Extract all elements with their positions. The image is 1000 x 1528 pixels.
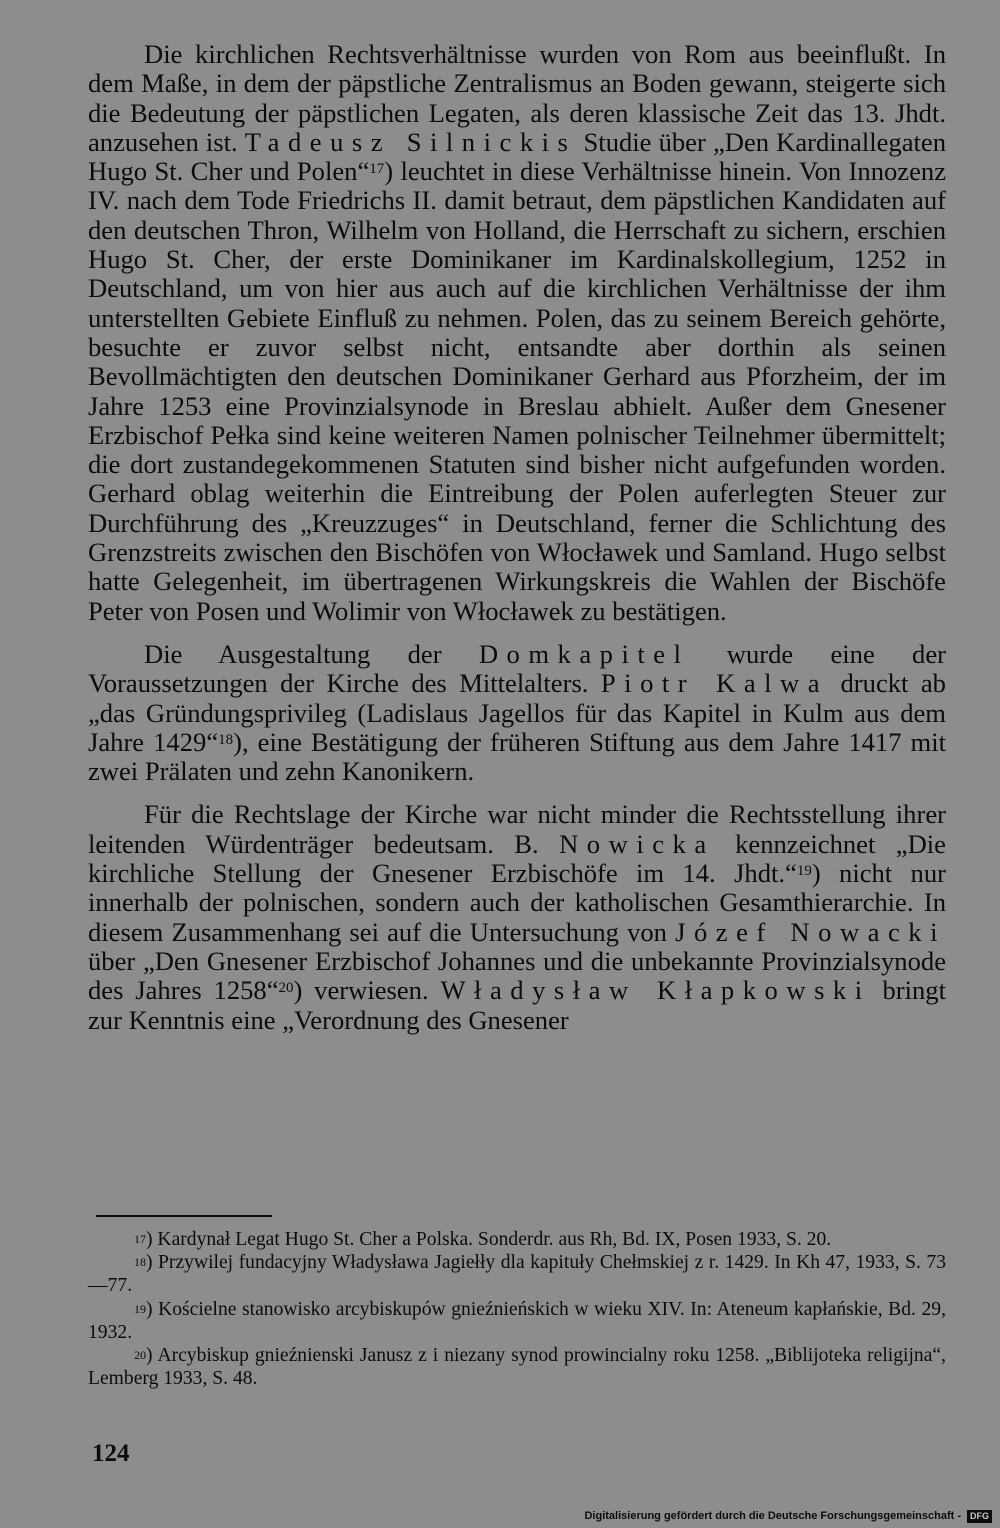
footnote-text: ) Przywilej fundacyjny Władysława Jagiełły dla kapituły Chełmskiej z r. 1429. In Kh 47, 1933, S. 73—77. xyxy=(88,1252,946,1297)
footnotes xyxy=(88,1228,946,1390)
text-run: über „Den Gnesener Erzbischof Johannes und die unbekannte Provinzialsynode des Jahres 1258“ xyxy=(88,945,946,1006)
main-text xyxy=(88,40,946,1035)
text-run: Für die Rechtslage der Kirche war nicht minder die Rechtsstellung ihrer leitenden Würdenträger bedeutsam. B. xyxy=(88,799,946,859)
text-run: kennzeichnet „Die kirchliche Stellung der Gnesener Erzbischöfe im 14. Jhdt.“ xyxy=(88,828,946,889)
spaced-author-name: Domkapitel xyxy=(478,638,690,669)
spaced-author-name: Władysław Kłapkowski xyxy=(440,975,871,1006)
page-number: 124 xyxy=(92,1440,130,1467)
footnote-text: ) Arcybiskup gnieźnienski Janusz z i niezany synod prowincialny roku 1258. „Biblijoteka religijna“, Lemberg 1933, S. 48. xyxy=(88,1345,946,1390)
footnote-reference: 18 xyxy=(218,731,234,748)
text-run: wurde eine der Voraussetzungen der Kirche des Mittelalters. xyxy=(88,638,946,699)
body-paragraph xyxy=(88,800,946,1034)
text-run: Die kirchlichen Rechtsverhältnisse wurden von Rom aus beeinflußt. In dem Maße, in dem der päpstliche Zentralismus an Boden gewann, steigerte sich die Bedeutung der päpstlichen Legaten, als deren klassische Zeit das 13. Jhdt. anzusehen ist. xyxy=(88,39,946,157)
footnote xyxy=(88,1228,946,1251)
footnote-text: ) Kardynał Legat Hugo St. Cher a Polska. Sonderdr. aus Rh, Bd. IX, Posen 1933, S. 20. xyxy=(146,1229,832,1250)
footer-credit: Digitalisierung gefördert durch die Deutsche Forschungsgemeinschaft - xyxy=(584,1510,961,1522)
footnote-reference: 17 xyxy=(369,161,385,178)
footnote-number: 17 xyxy=(134,1232,146,1246)
spaced-author-name: Nowicka xyxy=(559,828,715,859)
digitization-footer xyxy=(584,1508,992,1524)
text-run: ) nicht nur innerhalb der polnischen, sondern auch der katholischen Gesamthierarchie. In diesem Zusammenhang sei auf die Untersuchung von xyxy=(88,858,946,947)
footnote-divider xyxy=(96,1215,272,1217)
footnote-reference: 19 xyxy=(796,863,812,880)
text-run: Die Ausgestaltung der xyxy=(144,638,479,669)
footnote-number: 19 xyxy=(134,1301,146,1316)
text-run: ), eine Bestätigung der früheren Stiftung aus dem Jahre 1417 mit zwei Prälaten und zehn Kanonikern. xyxy=(88,726,946,787)
body-paragraph xyxy=(88,40,946,626)
text-run: bringt zur Kenntnis eine „Verordnung des Gnesener xyxy=(88,975,946,1035)
footnote-text: ) Kościelne stanowisko arcybiskupów gnieźnieńskich w wieku XIV. In: Ateneum kapłańskie, Bd. 29, 1932. xyxy=(88,1298,946,1343)
body-paragraph xyxy=(88,640,946,786)
text-run: ) verwiesen. xyxy=(293,975,441,1006)
text-run: druckt ab „das Gründungsprivileg (Ladislaus Jagellos für das Kapitel in Kulm aus dem Jahre 1429“ xyxy=(88,668,946,757)
text-run: ) leuchtet in diese Verhältnisse hinein. Von Innozenz IV. nach dem Tode Friedrichs II. damit betraut, dem päpstlichen Kandidaten auf den deutschen Thron, Wilhelm von Holland, die Herrschaft zu sichern, erschien Hugo St. Cher, der erste Dominikaner im Kardinalskollegium, 1252 in Deutschland, um von hier aus auch auf die kirchlichen Verhältnisse der ihm unterstellten Gebiete Einfluß zu nehmen. Polen, das zu seinem Bereich gehörte, besuchte er zuvor selbst nicht, entsandte aber dorthin als seinen Bevollmächtigten den deutschen Dominikaner Gerhard aus Pforzheim, der im Jahre 1253 eine Provinzialsynode in Breslau abhielt. Außer dem Gnesener Erzbischof Pełka sind keine weiteren Namen polnischer Teilnehmer übermittelt; die dort zustandegekommenen Statuten sind bisher nicht aufgefunden worden. Gerhard oblag weiterhin die Eintreibung der Polen auferlegten Steuer zur Durchführung des „Kreuzzuges“ in Deutschland, ferner die Schlichtung des Grenzstreits zwischen den Bischöfen von Włocławek und Samland. Hugo selbst hatte Gelegenheit, im übertragenen Wirkungskreis die Wahlen der Bischöfe Peter von Posen und Wolimir von Włocławek zu bestätigen. xyxy=(88,156,946,626)
footnote-reference: 20 xyxy=(278,980,294,997)
footnote-number: 18 xyxy=(134,1255,146,1270)
footnote-number: 20 xyxy=(134,1348,146,1363)
footnote xyxy=(88,1251,946,1297)
dfg-logo-icon: DFG xyxy=(967,1510,992,1523)
spaced-author-name: Tadeusz Silnickis xyxy=(244,126,577,157)
spaced-author-name: Piotr Kalwa xyxy=(600,668,829,699)
footnote xyxy=(88,1344,946,1390)
footnote xyxy=(88,1298,946,1344)
text-run: Studie über „Den Kardinallegaten Hugo St. Cher und Polen“ xyxy=(88,126,946,187)
spaced-author-name: Józef Nowacki xyxy=(675,916,946,947)
